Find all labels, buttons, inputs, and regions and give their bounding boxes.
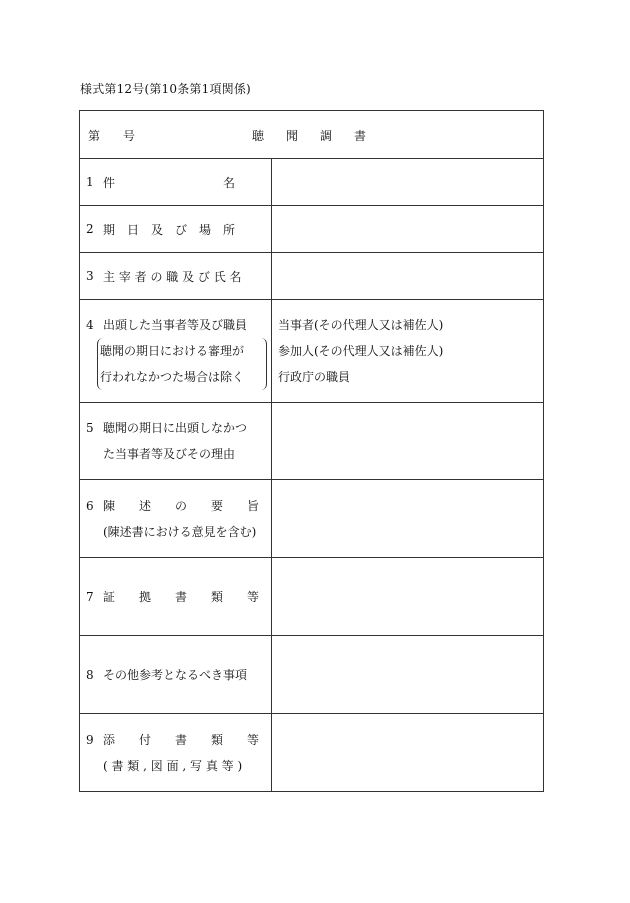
row-value[interactable] [272,480,544,558]
label-subtext: た当事者等及びその理由 [103,447,236,461]
row-label [80,714,272,792]
row-label [80,558,272,636]
row-value[interactable] [272,636,544,714]
row-label [80,206,272,253]
row-number: 3 [86,269,94,283]
label-text: 証 拠 書 類 等 [103,590,260,604]
label-text: 期 日 及 び 場 所 [103,222,236,237]
row-value[interactable] [272,159,544,206]
row-number: 4 [86,318,94,332]
row-value[interactable] [272,206,544,253]
table-row [80,480,544,558]
row-value[interactable] [272,253,544,300]
table-row [80,403,544,480]
row-label [80,636,272,714]
label-subtext: ( 書 類 , 図 面 , 写 真 等 ) [103,758,243,773]
header-row [80,111,544,159]
attendee-participant: 参加人(その代理人又は補佐人) [278,344,444,358]
table-row [80,159,544,206]
attendees-list [272,300,544,403]
table-row [80,253,544,300]
label-text: 陳 述 の 要 旨 [103,498,260,513]
label-subtext: (陳述書における意見を含む) [103,524,257,539]
row-label [80,253,272,300]
number-prefix: 第 [88,129,101,143]
row-value[interactable] [272,714,544,792]
number-suffix: 号 [123,129,136,143]
table-row [80,206,544,253]
label-text: その他参考となるべき事項 [103,668,248,682]
label-text: 出頭した当事者等及び職員 [103,318,248,332]
exception-note [97,338,267,390]
row-label [80,480,272,558]
form-title: 様式第12号(第10条第1項関係) [80,82,251,96]
row-label [80,300,272,403]
table-row [80,300,544,403]
table-row [80,636,544,714]
attendee-party: 当事者(その代理人又は補佐人) [278,318,444,332]
row-number: 2 [86,222,94,236]
table-row [80,558,544,636]
row-number: 1 [86,175,94,189]
label-text: 主 宰 者 の 職 及 び 氏 名 [103,269,242,284]
document-title: 聴聞調書 [252,129,389,143]
header-cell [80,111,544,159]
row-value[interactable] [272,403,544,480]
label-text: 聴聞の期日に出頭しなかつ [103,421,248,435]
label-text: 添 付 書 類 等 [103,732,260,747]
row-label [80,403,272,480]
table-row [80,714,544,792]
row-number: 6 [86,498,94,513]
label-subtext: 行われなかつた場合は除く [100,370,245,384]
row-value[interactable] [272,558,544,636]
row-number: 8 [86,667,94,682]
row-label [80,159,272,206]
row-number: 7 [86,589,94,604]
label-text: 件 名 [103,175,236,190]
hearing-record-table [79,110,544,792]
row-number: 5 [86,421,94,435]
row-number: 9 [86,732,94,747]
attendee-agency-staff: 行政庁の職員 [278,370,351,384]
label-subtext: 聴聞の期日における審理が [100,344,245,358]
